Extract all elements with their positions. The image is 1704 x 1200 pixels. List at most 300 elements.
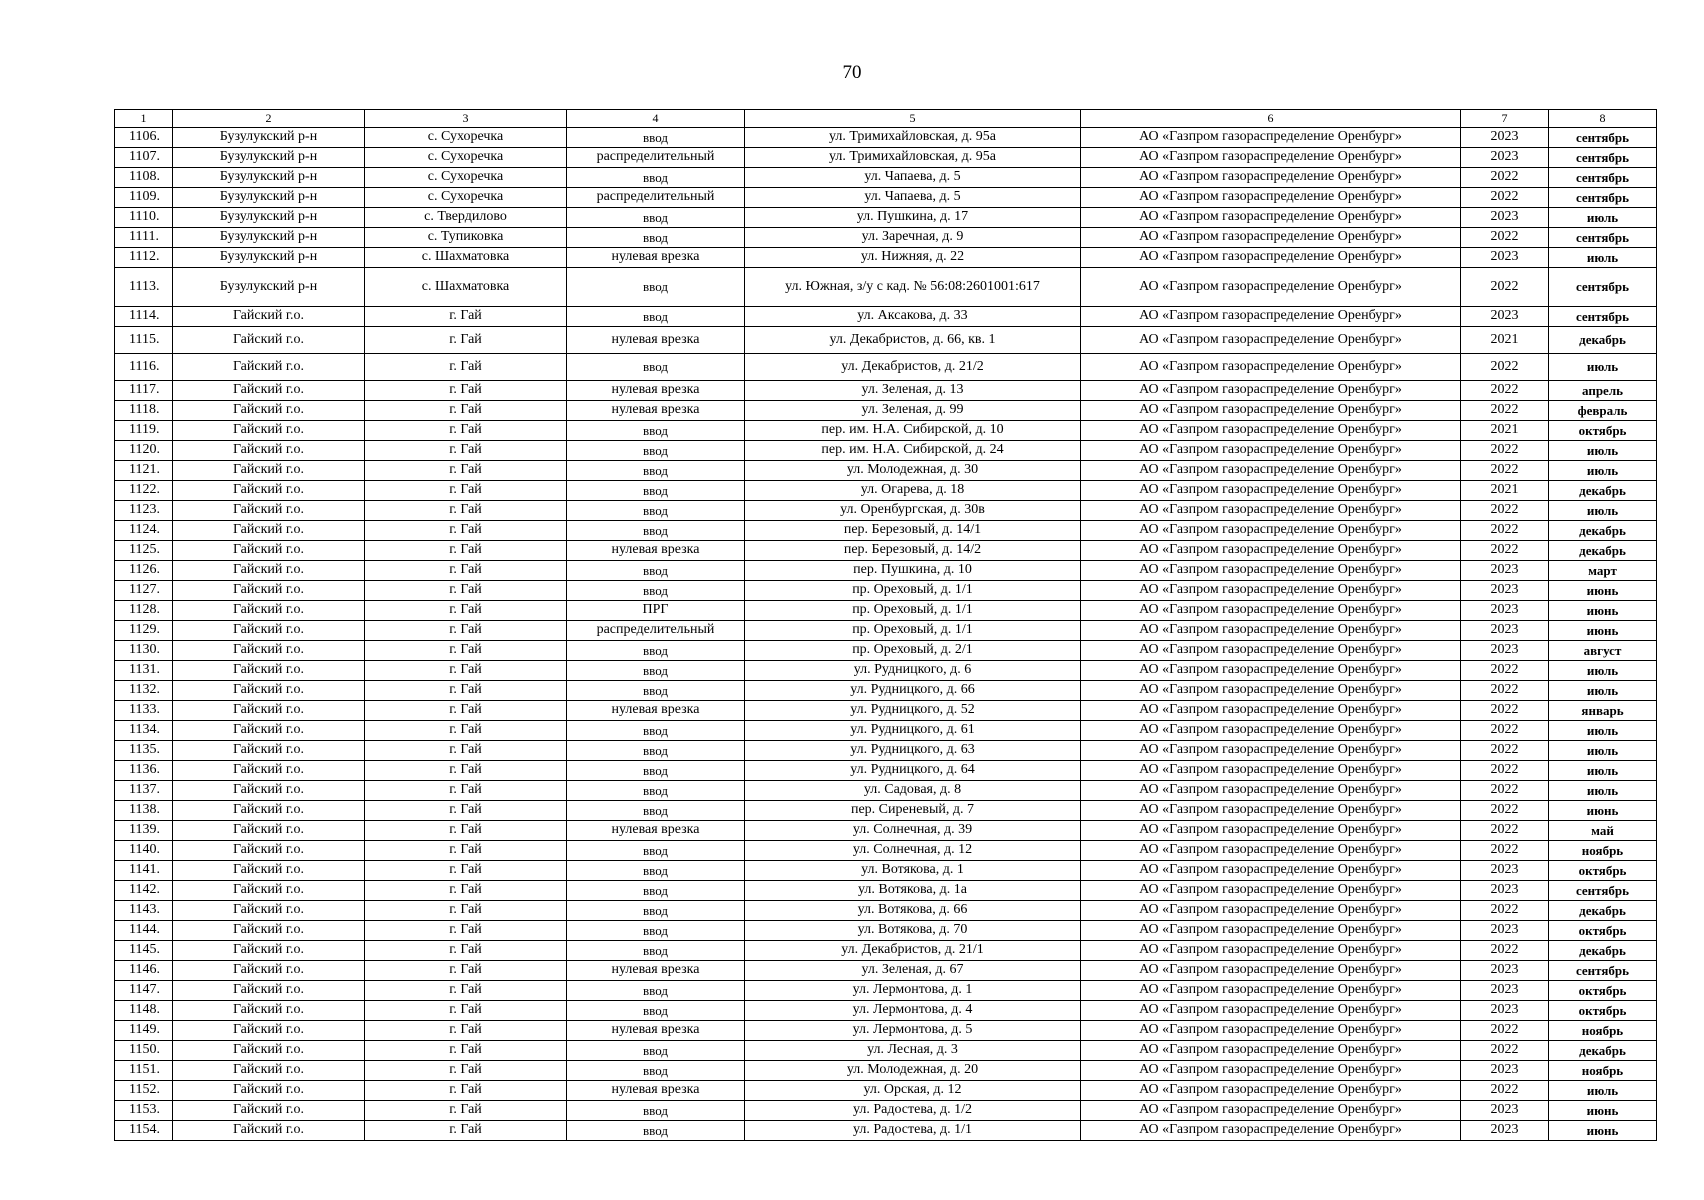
- table-row: [115, 168, 1657, 188]
- cell-settlement: г. Гай: [365, 521, 567, 541]
- cell-row-number: 1119.: [115, 421, 173, 441]
- cell-address: ул. Тримихайловская, д. 95а: [745, 148, 1081, 168]
- cell-address: ул. Нижняя, д. 22: [745, 248, 1081, 268]
- cell-month: июль: [1549, 681, 1657, 701]
- cell-district: Гайский г.о.: [173, 327, 365, 354]
- cell-settlement: с. Тупиковка: [365, 228, 567, 248]
- cell-year: 2023: [1461, 148, 1549, 168]
- cell-settlement: г. Гай: [365, 401, 567, 421]
- cell-month: июнь: [1549, 601, 1657, 621]
- cell-district: Гайский г.о.: [173, 601, 365, 621]
- cell-settlement: г. Гай: [365, 661, 567, 681]
- cell-organization: АО «Газпром газораспределение Оренбург»: [1081, 621, 1461, 641]
- cell-organization: АО «Газпром газораспределение Оренбург»: [1081, 781, 1461, 801]
- cell-settlement: г. Гай: [365, 981, 567, 1001]
- cell-object-type: распределительный: [567, 188, 745, 208]
- cell-month: январь: [1549, 701, 1657, 721]
- cell-month: июль: [1549, 248, 1657, 268]
- cell-month: март: [1549, 561, 1657, 581]
- cell-object-type: ввод: [567, 461, 745, 481]
- cell-year: 2022: [1461, 188, 1549, 208]
- cell-row-number: 1113.: [115, 268, 173, 307]
- cell-address: ул. Зеленая, д. 67: [745, 961, 1081, 981]
- table-row: [115, 208, 1657, 228]
- cell-month: декабрь: [1549, 327, 1657, 354]
- cell-month: июль: [1549, 721, 1657, 741]
- cell-address: ул. Рудницкого, д. 6: [745, 661, 1081, 681]
- table-row: [115, 601, 1657, 621]
- cell-organization: АО «Газпром газораспределение Оренбург»: [1081, 327, 1461, 354]
- cell-district: Гайский г.о.: [173, 1001, 365, 1021]
- cell-row-number: 1146.: [115, 961, 173, 981]
- cell-district: Гайский г.о.: [173, 307, 365, 327]
- cell-row-number: 1138.: [115, 801, 173, 821]
- cell-object-type: ввод: [567, 861, 745, 881]
- cell-year: 2022: [1461, 168, 1549, 188]
- cell-settlement: г. Гай: [365, 681, 567, 701]
- cell-month: июль: [1549, 661, 1657, 681]
- cell-month: апрель: [1549, 381, 1657, 401]
- cell-row-number: 1132.: [115, 681, 173, 701]
- cell-year: 2023: [1461, 601, 1549, 621]
- cell-organization: АО «Газпром газораспределение Оренбург»: [1081, 1041, 1461, 1061]
- cell-month: июль: [1549, 354, 1657, 381]
- cell-address: ул. Декабристов, д. 21/1: [745, 941, 1081, 961]
- cell-organization: АО «Газпром газораспределение Оренбург»: [1081, 841, 1461, 861]
- cell-organization: АО «Газпром газораспределение Оренбург»: [1081, 1061, 1461, 1081]
- cell-settlement: г. Гай: [365, 881, 567, 901]
- cell-year: 2021: [1461, 481, 1549, 501]
- cell-row-number: 1133.: [115, 701, 173, 721]
- cell-settlement: г. Гай: [365, 1061, 567, 1081]
- cell-month: август: [1549, 641, 1657, 661]
- cell-settlement: г. Гай: [365, 861, 567, 881]
- cell-month: октябрь: [1549, 861, 1657, 881]
- cell-address: пр. Ореховый, д. 1/1: [745, 621, 1081, 641]
- cell-row-number: 1147.: [115, 981, 173, 1001]
- table-row: [115, 581, 1657, 601]
- cell-settlement: с. Шахматовка: [365, 268, 567, 307]
- cell-row-number: 1120.: [115, 441, 173, 461]
- cell-object-type: ввод: [567, 421, 745, 441]
- table-row: [115, 701, 1657, 721]
- cell-organization: АО «Газпром газораспределение Оренбург»: [1081, 921, 1461, 941]
- cell-year: 2023: [1461, 981, 1549, 1001]
- cell-row-number: 1129.: [115, 621, 173, 641]
- cell-object-type: ввод: [567, 307, 745, 327]
- cell-month: декабрь: [1549, 541, 1657, 561]
- cell-address: ул. Декабристов, д. 66, кв. 1: [745, 327, 1081, 354]
- cell-row-number: 1151.: [115, 1061, 173, 1081]
- table-row: [115, 248, 1657, 268]
- cell-row-number: 1154.: [115, 1121, 173, 1141]
- cell-address: ул. Радостева, д. 1/1: [745, 1121, 1081, 1141]
- cell-object-type: ввод: [567, 268, 745, 307]
- cell-month: октябрь: [1549, 981, 1657, 1001]
- cell-row-number: 1116.: [115, 354, 173, 381]
- cell-address: ул. Лермонтова, д. 1: [745, 981, 1081, 1001]
- cell-year: 2022: [1461, 941, 1549, 961]
- table-row: [115, 307, 1657, 327]
- cell-month: сентябрь: [1549, 128, 1657, 148]
- table-row: [115, 327, 1657, 354]
- cell-object-type: распределительный: [567, 621, 745, 641]
- cell-district: Бузулукский р-н: [173, 268, 365, 307]
- cell-organization: АО «Газпром газораспределение Оренбург»: [1081, 821, 1461, 841]
- cell-row-number: 1126.: [115, 561, 173, 581]
- table-row: [115, 641, 1657, 661]
- cell-address: ул. Вотякова, д. 70: [745, 921, 1081, 941]
- cell-organization: АО «Газпром газораспределение Оренбург»: [1081, 721, 1461, 741]
- cell-row-number: 1142.: [115, 881, 173, 901]
- cell-row-number: 1143.: [115, 901, 173, 921]
- cell-object-type: ввод: [567, 1041, 745, 1061]
- cell-settlement: г. Гай: [365, 761, 567, 781]
- cell-settlement: г. Гай: [365, 941, 567, 961]
- cell-district: Гайский г.о.: [173, 1041, 365, 1061]
- cell-object-type: ввод: [567, 561, 745, 581]
- cell-month: декабрь: [1549, 481, 1657, 501]
- cell-year: 2022: [1461, 1081, 1549, 1101]
- table-row: [115, 188, 1657, 208]
- cell-year: 2022: [1461, 521, 1549, 541]
- cell-row-number: 1107.: [115, 148, 173, 168]
- cell-district: Гайский г.о.: [173, 881, 365, 901]
- cell-organization: АО «Газпром газораспределение Оренбург»: [1081, 248, 1461, 268]
- cell-address: ул. Рудницкого, д. 52: [745, 701, 1081, 721]
- cell-year: 2022: [1461, 461, 1549, 481]
- cell-object-type: нулевая врезка: [567, 961, 745, 981]
- cell-address: ул. Огарева, д. 18: [745, 481, 1081, 501]
- cell-settlement: г. Гай: [365, 561, 567, 581]
- cell-organization: АО «Газпром газораспределение Оренбург»: [1081, 501, 1461, 521]
- cell-year: 2022: [1461, 741, 1549, 761]
- cell-settlement: г. Гай: [365, 1021, 567, 1041]
- cell-row-number: 1153.: [115, 1101, 173, 1121]
- cell-district: Гайский г.о.: [173, 961, 365, 981]
- cell-object-type: ввод: [567, 941, 745, 961]
- cell-address: ул. Зеленая, д. 99: [745, 401, 1081, 421]
- cell-settlement: г. Гай: [365, 961, 567, 981]
- cell-object-type: ввод: [567, 501, 745, 521]
- cell-settlement: г. Гай: [365, 581, 567, 601]
- cell-object-type: ввод: [567, 354, 745, 381]
- table-row: [115, 1121, 1657, 1141]
- cell-year: 2023: [1461, 861, 1549, 881]
- cell-organization: АО «Газпром газораспределение Оренбург»: [1081, 981, 1461, 1001]
- cell-year: 2023: [1461, 1001, 1549, 1021]
- table-row: [115, 961, 1657, 981]
- cell-row-number: 1131.: [115, 661, 173, 681]
- cell-object-type: ввод: [567, 841, 745, 861]
- table-row: [115, 128, 1657, 148]
- cell-object-type: ввод: [567, 581, 745, 601]
- cell-object-type: ввод: [567, 801, 745, 821]
- cell-district: Гайский г.о.: [173, 561, 365, 581]
- cell-month: май: [1549, 821, 1657, 841]
- cell-row-number: 1150.: [115, 1041, 173, 1061]
- cell-row-number: 1128.: [115, 601, 173, 621]
- cell-district: Гайский г.о.: [173, 541, 365, 561]
- cell-settlement: с. Сухоречка: [365, 168, 567, 188]
- cell-organization: АО «Газпром газораспределение Оренбург»: [1081, 1081, 1461, 1101]
- cell-object-type: нулевая врезка: [567, 401, 745, 421]
- table-row: [115, 941, 1657, 961]
- cell-year: 2023: [1461, 881, 1549, 901]
- cell-object-type: ввод: [567, 168, 745, 188]
- table-row: [115, 621, 1657, 641]
- cell-year: 2022: [1461, 701, 1549, 721]
- cell-year: 2023: [1461, 1121, 1549, 1141]
- cell-settlement: с. Сухоречка: [365, 148, 567, 168]
- cell-address: ул. Лермонтова, д. 4: [745, 1001, 1081, 1021]
- cell-district: Гайский г.о.: [173, 681, 365, 701]
- cell-settlement: г. Гай: [365, 501, 567, 521]
- cell-settlement: г. Гай: [365, 381, 567, 401]
- cell-year: 2023: [1461, 921, 1549, 941]
- cell-address: пр. Ореховый, д. 1/1: [745, 581, 1081, 601]
- table-row: [115, 381, 1657, 401]
- cell-month: ноябрь: [1549, 1021, 1657, 1041]
- cell-month: июль: [1549, 441, 1657, 461]
- cell-organization: АО «Газпром газораспределение Оренбург»: [1081, 701, 1461, 721]
- cell-month: сентябрь: [1549, 148, 1657, 168]
- cell-address: ул. Молодежная, д. 30: [745, 461, 1081, 481]
- cell-settlement: г. Гай: [365, 354, 567, 381]
- cell-organization: АО «Газпром газораспределение Оренбург»: [1081, 861, 1461, 881]
- cell-object-type: нулевая врезка: [567, 821, 745, 841]
- cell-district: Гайский г.о.: [173, 481, 365, 501]
- cell-settlement: г. Гай: [365, 701, 567, 721]
- cell-organization: АО «Газпром газораспределение Оренбург»: [1081, 421, 1461, 441]
- cell-address: ул. Вотякова, д. 66: [745, 901, 1081, 921]
- cell-organization: АО «Газпром газораспределение Оренбург»: [1081, 307, 1461, 327]
- cell-organization: АО «Газпром газораспределение Оренбург»: [1081, 521, 1461, 541]
- cell-address: ул. Лесная, д. 3: [745, 1041, 1081, 1061]
- cell-object-type: ввод: [567, 741, 745, 761]
- cell-organization: АО «Газпром газораспределение Оренбург»: [1081, 1001, 1461, 1021]
- cell-row-number: 1145.: [115, 941, 173, 961]
- cell-address: ул. Рудницкого, д. 66: [745, 681, 1081, 701]
- cell-month: декабрь: [1549, 521, 1657, 541]
- cell-row-number: 1152.: [115, 1081, 173, 1101]
- table-row: [115, 268, 1657, 307]
- cell-row-number: 1118.: [115, 401, 173, 421]
- cell-object-type: распределительный: [567, 148, 745, 168]
- column-header: 2: [173, 110, 365, 128]
- table-row: [115, 761, 1657, 781]
- cell-district: Гайский г.о.: [173, 661, 365, 681]
- cell-district: Гайский г.о.: [173, 421, 365, 441]
- cell-district: Гайский г.о.: [173, 741, 365, 761]
- cell-month: октябрь: [1549, 1001, 1657, 1021]
- cell-object-type: ввод: [567, 761, 745, 781]
- table-row: [115, 148, 1657, 168]
- cell-district: Гайский г.о.: [173, 401, 365, 421]
- table-row: [115, 801, 1657, 821]
- cell-address: ул. Солнечная, д. 39: [745, 821, 1081, 841]
- cell-district: Гайский г.о.: [173, 821, 365, 841]
- cell-district: Гайский г.о.: [173, 354, 365, 381]
- cell-year: 2022: [1461, 841, 1549, 861]
- cell-month: июнь: [1549, 621, 1657, 641]
- column-header: 3: [365, 110, 567, 128]
- table-row: [115, 228, 1657, 248]
- table-row: [115, 1061, 1657, 1081]
- table-row: [115, 841, 1657, 861]
- header-row: [115, 110, 1657, 128]
- cell-row-number: 1139.: [115, 821, 173, 841]
- cell-row-number: 1124.: [115, 521, 173, 541]
- table-row: [115, 541, 1657, 561]
- cell-year: 2023: [1461, 128, 1549, 148]
- cell-month: июль: [1549, 461, 1657, 481]
- cell-address: ул. Вотякова, д. 1а: [745, 881, 1081, 901]
- cell-district: Гайский г.о.: [173, 381, 365, 401]
- cell-year: 2022: [1461, 541, 1549, 561]
- cell-organization: АО «Газпром газораспределение Оренбург»: [1081, 188, 1461, 208]
- cell-row-number: 1135.: [115, 741, 173, 761]
- cell-address: [745, 268, 1081, 307]
- gasification-table: [114, 109, 1657, 1141]
- cell-year: 2023: [1461, 621, 1549, 641]
- cell-address: ул. Оренбургская, д. 30в: [745, 501, 1081, 521]
- cell-object-type: ввод: [567, 921, 745, 941]
- cell-address: ул. Вотякова, д. 1: [745, 861, 1081, 881]
- cell-district: Гайский г.о.: [173, 1061, 365, 1081]
- cell-settlement: г. Гай: [365, 901, 567, 921]
- cell-month: сентябрь: [1549, 168, 1657, 188]
- cell-settlement: г. Гай: [365, 1081, 567, 1101]
- cell-district: Бузулукский р-н: [173, 208, 365, 228]
- address-text: ул. Южная, з/у с кад. № 56:08:2601001:617: [785, 279, 1040, 295]
- cell-settlement: с. Шахматовка: [365, 248, 567, 268]
- cell-year: 2022: [1461, 401, 1549, 421]
- cell-organization: АО «Газпром газораспределение Оренбург»: [1081, 901, 1461, 921]
- cell-district: Бузулукский р-н: [173, 248, 365, 268]
- cell-object-type: ввод: [567, 1061, 745, 1081]
- cell-address: пер. им. Н.А. Сибирской, д. 10: [745, 421, 1081, 441]
- cell-district: Бузулукский р-н: [173, 168, 365, 188]
- cell-district: Гайский г.о.: [173, 581, 365, 601]
- cell-year: 2022: [1461, 228, 1549, 248]
- cell-row-number: 1106.: [115, 128, 173, 148]
- cell-row-number: 1148.: [115, 1001, 173, 1021]
- cell-year: 2022: [1461, 681, 1549, 701]
- cell-organization: АО «Газпром газораспределение Оренбург»: [1081, 941, 1461, 961]
- cell-month: февраль: [1549, 401, 1657, 421]
- cell-address: ул. Пушкина, д. 17: [745, 208, 1081, 228]
- cell-year: 2023: [1461, 1101, 1549, 1121]
- cell-settlement: г. Гай: [365, 1001, 567, 1021]
- cell-organization: АО «Газпром газораспределение Оренбург»: [1081, 801, 1461, 821]
- table-row: [115, 981, 1657, 1001]
- cell-address: пер. Березовый, д. 14/1: [745, 521, 1081, 541]
- cell-row-number: 1136.: [115, 761, 173, 781]
- table-row: [115, 821, 1657, 841]
- cell-object-type: ввод: [567, 228, 745, 248]
- cell-year: 2022: [1461, 781, 1549, 801]
- table-row: [115, 921, 1657, 941]
- cell-object-type: ввод: [567, 681, 745, 701]
- cell-settlement: г. Гай: [365, 921, 567, 941]
- cell-month: декабрь: [1549, 1041, 1657, 1061]
- cell-row-number: 1114.: [115, 307, 173, 327]
- cell-address: пер. им. Н.А. Сибирской, д. 24: [745, 441, 1081, 461]
- cell-row-number: 1144.: [115, 921, 173, 941]
- table-row: [115, 741, 1657, 761]
- cell-address: ул. Садовая, д. 8: [745, 781, 1081, 801]
- cell-organization: АО «Газпром газораспределение Оренбург»: [1081, 354, 1461, 381]
- cell-address: ул. Солнечная, д. 12: [745, 841, 1081, 861]
- cell-settlement: г. Гай: [365, 721, 567, 741]
- table-row: [115, 1081, 1657, 1101]
- cell-organization: АО «Газпром газораспределение Оренбург»: [1081, 148, 1461, 168]
- cell-row-number: 1112.: [115, 248, 173, 268]
- cell-organization: АО «Газпром газораспределение Оренбург»: [1081, 761, 1461, 781]
- table-row: [115, 681, 1657, 701]
- cell-address: ул. Аксакова, д. 33: [745, 307, 1081, 327]
- cell-address: ул. Чапаева, д. 5: [745, 168, 1081, 188]
- cell-object-type: нулевая врезка: [567, 248, 745, 268]
- cell-object-type: нулевая врезка: [567, 1081, 745, 1101]
- cell-organization: АО «Газпром газораспределение Оренбург»: [1081, 641, 1461, 661]
- table-row: [115, 1001, 1657, 1021]
- table-row: [115, 781, 1657, 801]
- cell-month: сентябрь: [1549, 961, 1657, 981]
- table-row: [115, 421, 1657, 441]
- cell-address: пр. Ореховый, д. 2/1: [745, 641, 1081, 661]
- cell-address: ул. Заречная, д. 9: [745, 228, 1081, 248]
- cell-year: 2022: [1461, 1021, 1549, 1041]
- cell-year: 2023: [1461, 581, 1549, 601]
- cell-organization: АО «Газпром газораспределение Оренбург»: [1081, 581, 1461, 601]
- cell-district: Гайский г.о.: [173, 461, 365, 481]
- cell-organization: АО «Газпром газораспределение Оренбург»: [1081, 961, 1461, 981]
- cell-object-type: ввод: [567, 1121, 745, 1141]
- cell-settlement: г. Гай: [365, 741, 567, 761]
- cell-month: июль: [1549, 501, 1657, 521]
- cell-object-type: ввод: [567, 521, 745, 541]
- table-row: [115, 441, 1657, 461]
- cell-year: 2021: [1461, 327, 1549, 354]
- cell-year: 2023: [1461, 307, 1549, 327]
- cell-address: ул. Рудницкого, д. 64: [745, 761, 1081, 781]
- cell-month: декабрь: [1549, 941, 1657, 961]
- cell-month: ноябрь: [1549, 1061, 1657, 1081]
- cell-district: Гайский г.о.: [173, 981, 365, 1001]
- cell-row-number: 1117.: [115, 381, 173, 401]
- cell-district: Гайский г.о.: [173, 501, 365, 521]
- cell-row-number: 1109.: [115, 188, 173, 208]
- cell-month: октябрь: [1549, 921, 1657, 941]
- cell-row-number: 1108.: [115, 168, 173, 188]
- cell-object-type: ввод: [567, 721, 745, 741]
- cell-district: Гайский г.о.: [173, 441, 365, 461]
- cell-year: 2023: [1461, 208, 1549, 228]
- cell-row-number: 1122.: [115, 481, 173, 501]
- cell-month: июнь: [1549, 581, 1657, 601]
- cell-object-type: ввод: [567, 901, 745, 921]
- cell-month: сентябрь: [1549, 268, 1657, 307]
- cell-month: октябрь: [1549, 421, 1657, 441]
- cell-row-number: 1121.: [115, 461, 173, 481]
- cell-organization: АО «Газпром газораспределение Оренбург»: [1081, 168, 1461, 188]
- column-header: 7: [1461, 110, 1549, 128]
- cell-settlement: с. Сухоречка: [365, 188, 567, 208]
- cell-district: Бузулукский р-н: [173, 148, 365, 168]
- cell-object-type: ПРГ: [567, 601, 745, 621]
